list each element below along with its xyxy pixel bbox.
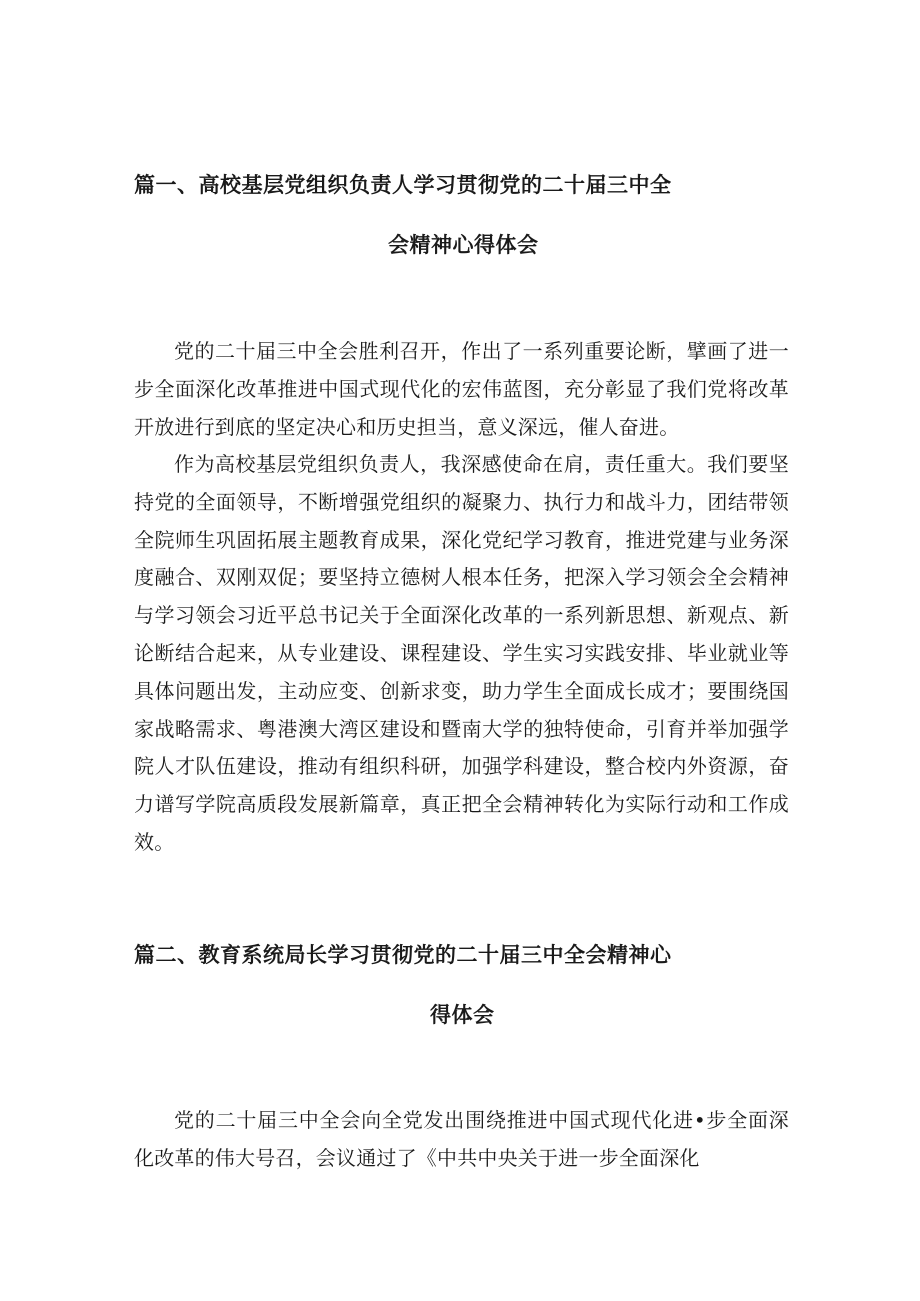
- section-2-paragraph-1: 党的二十届三中全会向全党发出围绕推进中国式现代化进•步全面深化改革的伟大号召，会议通过了《中共中央关于进一步全面深化: [134, 1108, 789, 1170]
- section-1-title-line-2: 会精神心得体会: [388, 232, 539, 257]
- section-2-title-line-1: 篇二、教育系统局长学习贯彻党的二十届三中全会精神心: [134, 942, 672, 967]
- section-1-paragraph-1: 党的二十届三中全会胜利召开，作出了一系列重要论断，擘画了进一步全面深化改革推进中国式现代化的宏伟蓝图，充分彰显了我们党将改革开放进行到底的坚定决心和历史担当，意义深远，催人奋进。: [134, 339, 789, 439]
- section-2-title-line-2: 得体会: [430, 1002, 495, 1027]
- section-1-title-line-1: 篇一、高校基层党组织负责人学习贯彻党的二十届三中全: [134, 172, 672, 197]
- section-1-paragraph-2: 作为高校基层党组织负责人，我深感使命在肩，责任重大。我们要坚持党的全面领导，不断增强党组织的凝聚力、执行力和战斗力，团结带领全院师生巩固拓展主题教育成果，深化党纪学习教育，推进党建与业务深度融合、双刚双促；要坚持立德树人根本任务，把深入学习领会全会精神与学习领会习近平总书记关于全面深化改革的一系列新思想、新观点、新论断结合起来，从专业建设、课程建设、学生实习实践安排、毕业就业等具体问题出发，主动应变、创新求变，助力学生全面成长成才；要围绕国家战略需求、粤港澳大湾区建设和暨南大学的独特使命，引育并举加强学院人才队伍建设，推动有组织科研，加强学科建设，整合校内外资源，奋力谱写学院高质段发展新篇章，真正把全会精神转化为实际行动和工作成效。: [134, 452, 789, 854]
